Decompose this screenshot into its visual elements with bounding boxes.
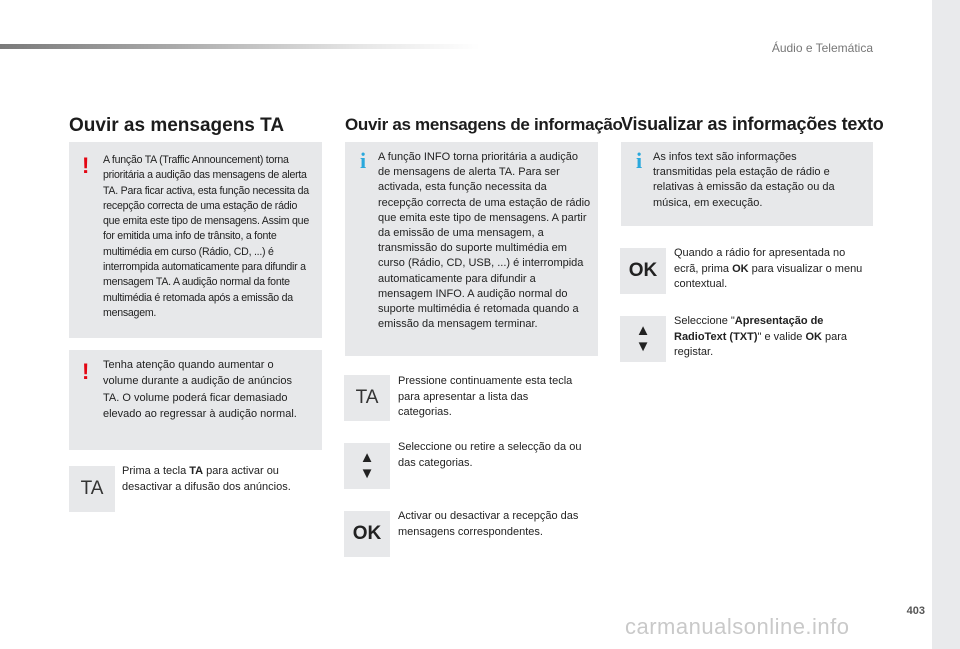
- header-gradient-bar: [0, 44, 480, 49]
- col2-step3-text: Activar ou desactivar a recepção das mensagens correspondentes.: [398, 510, 579, 538]
- ta-button-key: [69, 466, 115, 512]
- warning-icon: !: [82, 153, 90, 178]
- arrow-down-icon: ▼: [635, 338, 651, 355]
- arrow-up-icon: ▲: [635, 322, 651, 339]
- col3-step2-text: Seleccione "Apresentação de RadioText (TXT)" e valide OK para registar.: [674, 315, 848, 358]
- col1-warning-box-2: [69, 350, 322, 450]
- col3-info-box: [621, 142, 873, 226]
- ok-button-key: [620, 248, 666, 294]
- info-icon: i: [360, 148, 367, 173]
- ok-key-label: OK: [352, 523, 382, 544]
- col1-step-text: Prima a tecla TA para activar ou desactivar a difusão dos anúncios.: [122, 465, 291, 493]
- col2-title: Ouvir as mensagens de informação: [345, 115, 623, 134]
- col2-step2-text: Seleccione ou retire a selecção da ou das categorias.: [398, 441, 582, 469]
- ta-key-label: TA: [80, 478, 104, 499]
- arrow-down-icon: ▼: [359, 465, 375, 482]
- col2-step1-text: Pressione continuamente esta tecla para apresentar a lista das categorias.: [398, 375, 573, 418]
- col3-title: Visualizar as informações texto: [621, 114, 884, 134]
- warning-icon: !: [82, 359, 90, 384]
- col3-info-text: As infos text são informações transmitidas pela estação de rádio e relativas à emissão da estação ou da música, em execução.: [653, 151, 835, 209]
- arrow-up-icon: ▲: [359, 449, 375, 466]
- ok-button-key: [344, 511, 390, 557]
- section-title: Áudio e Telemática: [771, 41, 873, 55]
- col1-warning-text-2: Tenha atenção quando aumentar o volume durante a audição de anúncios TA. O volume poderá ficar demasiado elevado ao regressar à audição normal.: [103, 359, 297, 421]
- page-side-tab: [932, 0, 960, 649]
- ok-key-label: OK: [628, 260, 658, 281]
- col1-warning-box-1: [69, 142, 322, 338]
- ta-button-key: [344, 375, 390, 421]
- arrows-button-key: [620, 316, 666, 362]
- col1-title: Ouvir as mensagens TA: [69, 115, 285, 136]
- col1-warning-text-1: A função TA (Traffic Announcement) torna prioritária a audição das mensagens de alerta TA. Para ficar activa, esta função necessita da recepção correcta de uma estação de rádio que emita este tipo de mensagens. Assim que for emitida uma info de trânsito, a fonte multimédia em curso (Rádio, CD, ...) é interrompida automaticamente para difundir a mensagem TA. A audição normal da fonte multimédia é retomada após a emissão da mensagem.: [103, 154, 309, 319]
- watermark: carmanualsonline.info: [625, 614, 850, 639]
- arrows-button-key: [344, 443, 390, 489]
- col2-info-text: A função INFO torna prioritária a audição de mensagens de alerta TA. Para ser activada, esta função necessita da recepção correcta de uma estação de rádio que emita este tipo de mensagens. A partir da emissão de uma mensagem, a transmissão do suporte multimédia em curso (Rádio, CD, USB, ...) é interrompida automaticamente para difundir a mensagem INFO. A audição normal do suporte multimédia é retomada quando a emissão da mensagem terminar.: [378, 151, 591, 331]
- col2-info-box: [345, 142, 598, 356]
- info-icon: i: [636, 148, 643, 173]
- page-number: 403: [906, 605, 925, 617]
- col3-step1-text: Quando a rádio for apresentada no ecrã, prima OK para visualizar o menu contextual.: [674, 247, 863, 290]
- ta-key-label: TA: [355, 387, 379, 408]
